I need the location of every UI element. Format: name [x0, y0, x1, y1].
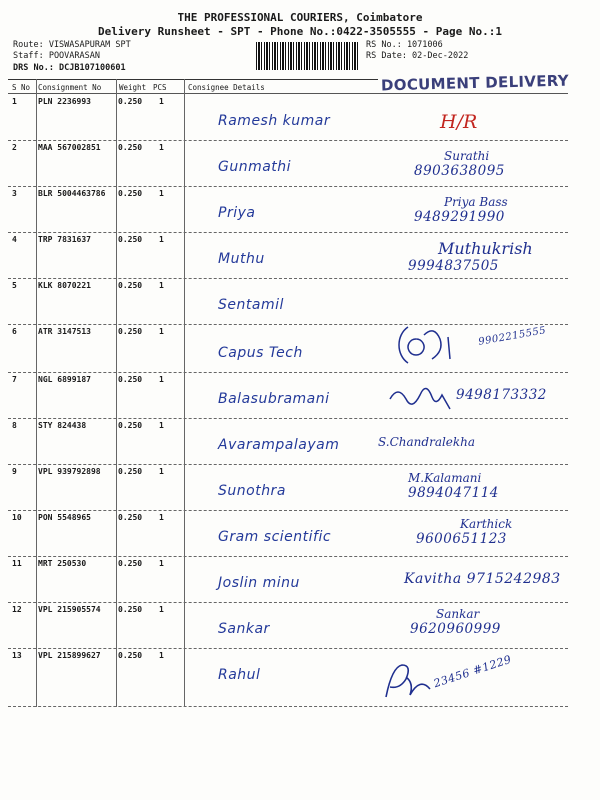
consignee-name: Avarampalayam [218, 437, 340, 453]
signer-phone: Kavitha 9715242983 [404, 571, 561, 587]
signer-phone: 9600651123 [416, 531, 507, 547]
consignee-name: Rahul [218, 667, 261, 683]
consignment-no: TRP 7831637 [38, 235, 91, 244]
table-row [8, 603, 568, 649]
consignee-name: Sankar [218, 621, 270, 637]
document-delivery-stamp: DOCUMENT DELIVERY [380, 71, 570, 95]
consignment-no: MAA 567002851 [38, 143, 101, 152]
signer-phone: 9620960999 [410, 621, 501, 637]
sno: 6 [12, 327, 17, 336]
rs-date: RS Date: 02-Dec-2022 [366, 51, 469, 61]
signature [408, 239, 533, 274]
consignee-name: Balasubramani [218, 391, 330, 407]
pcs: 1 [159, 327, 164, 336]
pcs: 1 [159, 467, 164, 476]
signature [378, 435, 475, 449]
sno: 12 [12, 605, 22, 614]
consignment-no: VPL 939792898 [38, 467, 101, 476]
consignee-name: Ramesh kumar [218, 113, 331, 129]
consignee-name: Gram scientific [218, 529, 332, 545]
consignment-no: ATR 3147513 [38, 327, 91, 336]
weight: 0.250 [118, 421, 143, 430]
signature [416, 517, 512, 547]
weight: 0.250 [118, 605, 143, 614]
signer-name: S.Chandralekha [378, 435, 476, 449]
route-label: Route: VISWASAPURAM SPT [13, 40, 131, 50]
col-consignment: Consignment No [38, 83, 102, 92]
signature: H/R [440, 111, 478, 133]
weight: 0.250 [118, 559, 143, 568]
signer-name: Surathi [444, 149, 490, 163]
signature-scribble [380, 657, 440, 703]
weight: 0.250 [118, 467, 143, 476]
table-row [8, 557, 568, 603]
signer-phone: 9498173332 [456, 387, 547, 403]
divider [8, 79, 378, 80]
sno: 10 [12, 513, 22, 522]
signer-name: Karthick [460, 517, 513, 531]
signature [414, 195, 508, 225]
drs-number: DRS No.: DCJB107100601 [13, 63, 126, 73]
sno: 3 [12, 189, 17, 198]
sno: 9 [12, 467, 17, 476]
signer-phone: 9902215555 [477, 325, 548, 348]
col-weight: Weight [119, 83, 147, 92]
pcs: 1 [159, 651, 164, 660]
table-row [8, 95, 568, 141]
signature [478, 325, 547, 348]
signer-phone: 9894047114 [408, 485, 499, 501]
table-row [8, 465, 568, 511]
table-row [8, 141, 568, 187]
pcs: 1 [159, 281, 164, 290]
weight: 0.250 [118, 513, 143, 522]
pcs: 1 [159, 235, 164, 244]
sno: 5 [12, 281, 17, 290]
sno: 1 [12, 97, 17, 106]
consignment-no: PLN 2236993 [38, 97, 91, 106]
sno: 2 [12, 143, 17, 152]
table-row [8, 233, 568, 279]
signer-name: Sankar [436, 607, 480, 621]
signer-phone: 23456 #1229 [431, 652, 514, 691]
table-row [8, 279, 568, 325]
pcs: 1 [159, 559, 164, 568]
consignee-name: Sunothra [218, 483, 286, 499]
signature-scribble [384, 379, 464, 415]
signer-name: M.Kalamani [408, 471, 482, 485]
consignment-no: BLR 5004463786 [38, 189, 106, 198]
pcs: 1 [159, 513, 164, 522]
consignment-no: KLK 8070221 [38, 281, 91, 290]
consignment-no: VPL 215899627 [38, 651, 101, 660]
pcs: 1 [159, 375, 164, 384]
col-consignee: Consignee Details [188, 83, 265, 92]
weight: 0.250 [118, 281, 143, 290]
signature [456, 387, 547, 403]
consignee-name: Priya [218, 205, 256, 221]
runsheet-title: Delivery Runsheet - SPT - Phone No.:0422-3505555 - Page No.:1 [98, 25, 502, 38]
weight: 0.250 [118, 327, 143, 336]
table-row [8, 325, 568, 373]
table-row [8, 187, 568, 233]
consignee-name: Muthu [218, 251, 265, 267]
signature [404, 571, 561, 587]
signature [432, 653, 513, 690]
sno: 13 [12, 651, 22, 660]
signer-name: Priya Bass [444, 195, 508, 209]
table-row [8, 511, 568, 557]
weight: 0.250 [118, 143, 143, 152]
sno: 11 [12, 559, 22, 568]
consignment-no: MRT 250530 [38, 559, 87, 568]
consignee-name: Joslin minu [218, 575, 300, 591]
consignment-no: STY 824438 [38, 421, 87, 430]
signer-phone: 9994837505 [408, 258, 499, 274]
signature [378, 471, 499, 501]
sno: 7 [12, 375, 17, 384]
barcode [256, 42, 360, 70]
weight: 0.250 [118, 97, 143, 106]
weight: 0.250 [118, 189, 143, 198]
signer-phone: 8903638095 [414, 163, 505, 179]
consignment-no: PON 5548965 [38, 513, 91, 522]
weight: 0.250 [118, 651, 143, 660]
consignee-name: Capus Tech [218, 345, 303, 361]
col-pcs: PCS [153, 83, 167, 92]
col-sno: S No [12, 83, 31, 92]
consignment-no: NGL 6899187 [38, 375, 91, 384]
sno: 4 [12, 235, 17, 244]
table-row [8, 649, 568, 707]
signature [414, 149, 505, 179]
signature-scribble [394, 321, 484, 369]
consignee-name: Gunmathi [218, 159, 292, 175]
signer-name: Muthukrish [438, 239, 533, 258]
staff-label: Staff: POOVARASAN [13, 51, 100, 61]
weight: 0.250 [118, 235, 143, 244]
table-row [8, 373, 568, 419]
pcs: 1 [159, 189, 164, 198]
company-title: THE PROFESSIONAL COURIERS, Coimbatore [177, 11, 423, 24]
consignee-name: Sentamil [218, 297, 284, 313]
signature [410, 607, 501, 637]
pcs: 1 [159, 421, 164, 430]
sno: 8 [12, 421, 17, 430]
weight: 0.250 [118, 375, 143, 384]
signer-phone: 9489291990 [414, 209, 505, 225]
pcs: 1 [159, 143, 164, 152]
consignment-no: VPL 215905574 [38, 605, 101, 614]
divider [8, 93, 568, 94]
rs-number: RS No.: 1071006 [366, 40, 443, 50]
pcs: 1 [159, 97, 164, 106]
table-row [8, 419, 568, 465]
pcs: 1 [159, 605, 164, 614]
